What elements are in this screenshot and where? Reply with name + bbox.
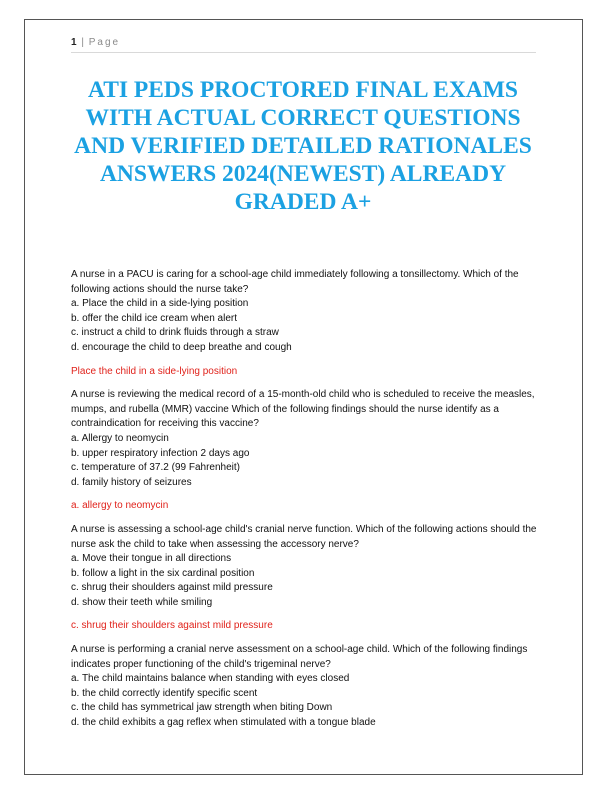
option-item: d. encourage the child to deep breathe and cough <box>71 341 292 353</box>
question-stem: A nurse is performing a cranial nerve assessment on a school-age child. Which of the following findings indicates proper functioning of the child's trigeminal nerve? <box>71 644 528 670</box>
option-item: a. Allergy to neomycin <box>71 432 169 444</box>
question-stem: A nurse is assessing a school-age child's cranial nerve function. Which of the following actions should the nurse ask the child to take when assessing the accessory nerve? <box>71 523 537 550</box>
option-item: b. upper respiratory infection 2 days ago <box>71 447 250 459</box>
option-item: c. shrug their shoulders against mild pressure <box>71 582 273 594</box>
page-word: Page <box>88 37 121 48</box>
question-block <box>71 268 541 379</box>
option-list <box>71 432 541 490</box>
answer-text: c. shrug their shoulders against mild pressure <box>71 620 273 632</box>
document-title: ATI PEDS PROCTORED FINAL EXAMS WITH ACTUAL CORRECT QUESTIONS AND VERIFIED DETAILED RATIONALES ANSWERS 2024(NEWEST) ALREADY GRADED A+ <box>74 77 532 215</box>
option-item: d. family history of seizures <box>71 476 192 488</box>
question-block <box>71 523 541 634</box>
option-item: c. instruct a child to drink fluids through a straw <box>71 327 279 339</box>
option-item: a. Move their tongue in all directions <box>71 553 232 565</box>
option-list <box>71 552 541 610</box>
option-item: d. the child exhibits a gag reflex when stimulated with a tongue blade <box>71 717 376 729</box>
question-list <box>71 268 541 731</box>
page-header <box>71 37 536 53</box>
question-stem: A nurse is reviewing the medical record of a 15-month-old child who is scheduled to receive the measles, mumps, and rubella (MMR) vaccine Which of the following findings should the nurse identify as a contraindication for receiving this vaccine? <box>71 389 535 430</box>
option-item: b. the child correctly identify specific scent <box>71 687 258 699</box>
option-list <box>71 672 541 730</box>
page-number: 1 <box>71 37 77 48</box>
header-separator: | <box>81 37 84 48</box>
question-block <box>71 388 541 514</box>
option-list <box>71 297 541 355</box>
option-item: a. The child maintains balance when standing with eyes closed <box>71 673 350 685</box>
answer-text: a. allergy to neomycin <box>71 500 169 512</box>
option-item: b. follow a light in the six cardinal position <box>71 567 255 579</box>
answer-text: Place the child in a side-lying position <box>71 365 238 377</box>
option-item: b. offer the child ice cream when alert <box>71 312 238 324</box>
question-block <box>71 643 541 731</box>
question-stem: A nurse in a PACU is caring for a school-age child immediately following a tonsillectomy. Which of the following actions should the nurse take? <box>71 269 519 295</box>
option-item: a. Place the child in a side-lying position <box>71 298 249 310</box>
option-item: c. temperature of 37.2 (99 Fahrenheit) <box>71 462 240 474</box>
option-item: d. show their teeth while smiling <box>71 596 213 608</box>
option-item: c. the child has symmetrical jaw strength when biting Down <box>71 702 333 714</box>
